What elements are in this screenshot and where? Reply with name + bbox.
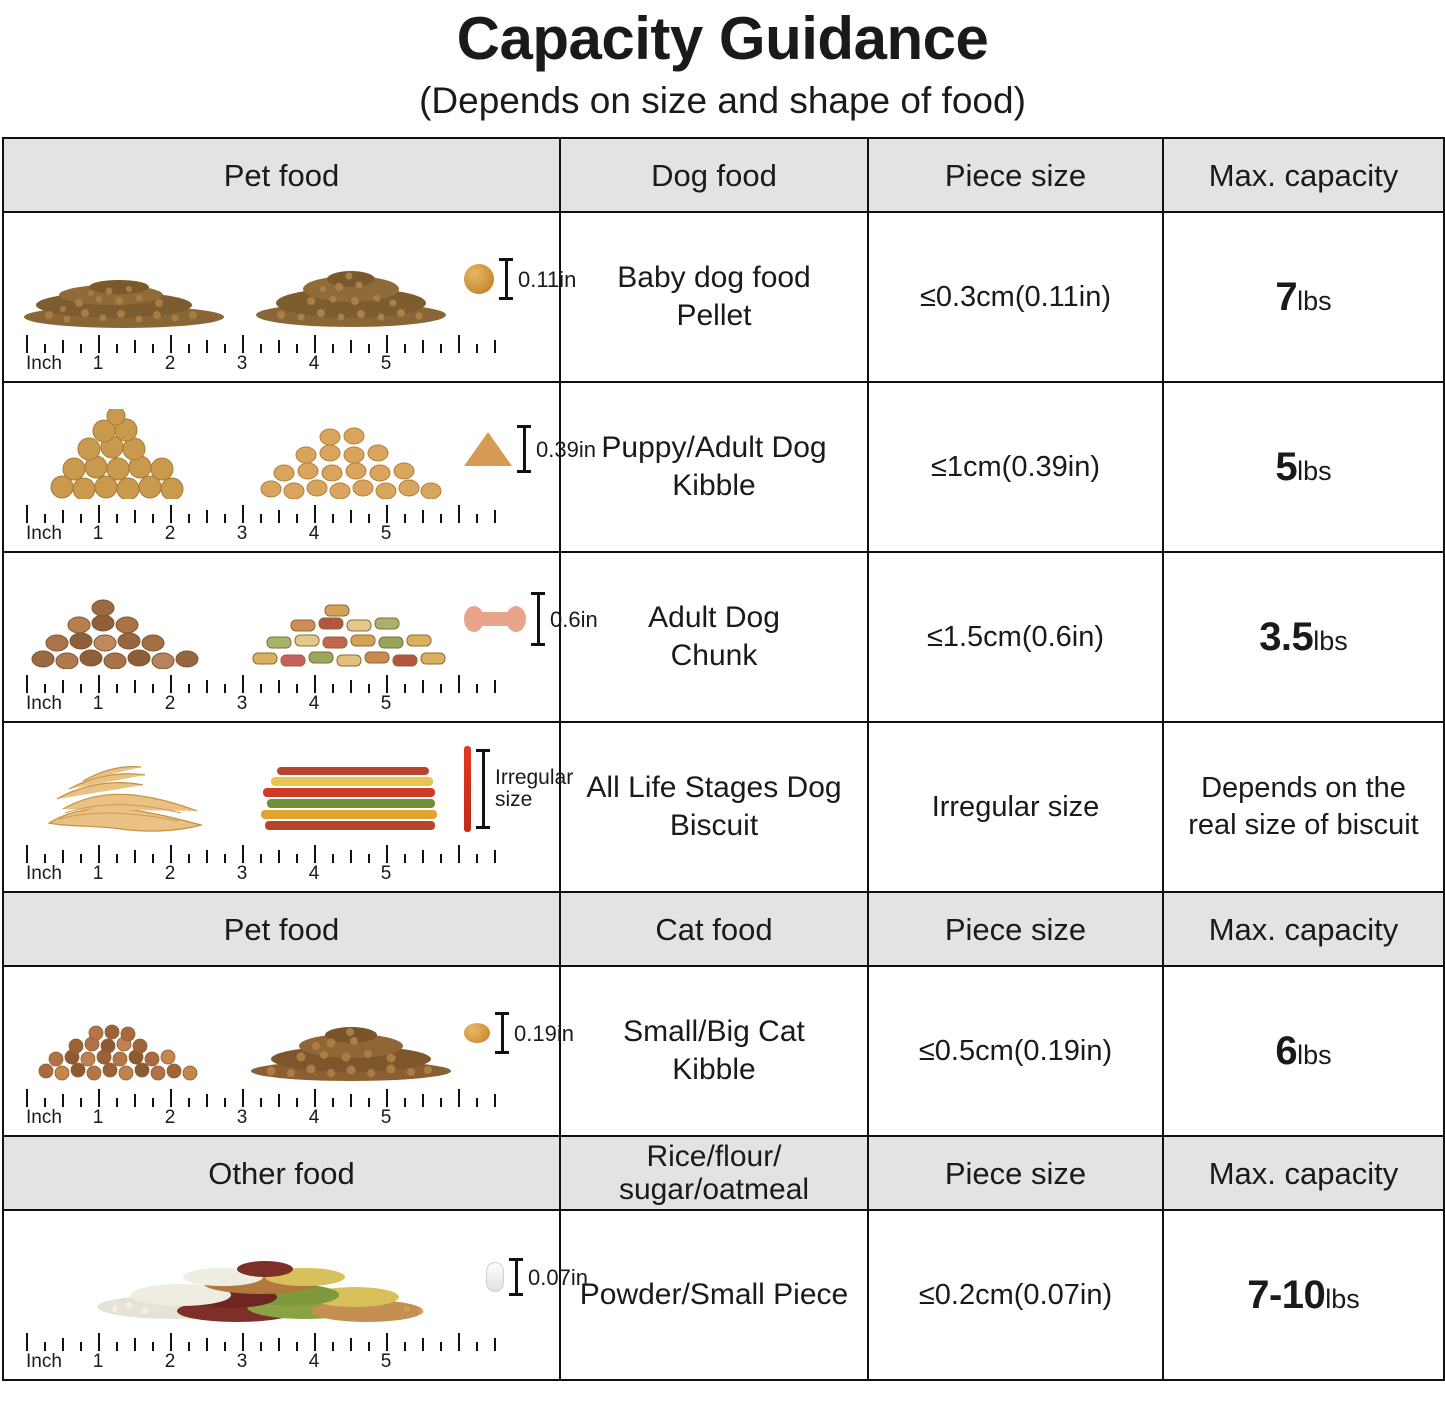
food-type-cell: [560, 966, 868, 1136]
single-piece-sample: [464, 983, 572, 1083]
ruler-unit-label: Inch: [26, 1107, 62, 1129]
single-piece-sample: [464, 739, 572, 839]
page-subtitle: (Depends on size and shape of food): [419, 80, 1026, 121]
ruler-mark: 1: [92, 863, 104, 885]
single-piece-sample: [464, 229, 577, 329]
measure-label: 0.39in: [536, 436, 596, 462]
food-type-cell: [560, 212, 868, 382]
piece-size-cell: ≤1.5cm(0.6in): [868, 552, 1163, 722]
ruler-mark: 3: [236, 1107, 248, 1129]
ruler-mark: 2: [164, 863, 176, 885]
food-sample-images: [4, 723, 574, 841]
ruler-mark: 3: [236, 1351, 248, 1373]
size-measure: [464, 229, 576, 329]
ruler-mark: 1: [92, 693, 104, 715]
max-capacity-cell: [1163, 552, 1444, 722]
ruler-mark: 5: [380, 863, 392, 885]
ruler: [26, 1085, 545, 1131]
ruler-mark: 1: [92, 523, 104, 545]
measure-label: 0.19in: [514, 1020, 574, 1046]
ruler-mark: 3: [236, 523, 248, 545]
header-pet-food: Pet food: [3, 892, 560, 966]
ruler-numbers: [26, 1107, 545, 1129]
capacity-unit: lbs: [1297, 1039, 1332, 1070]
pile-flat-small: [16, 229, 231, 329]
ruler: [26, 501, 545, 547]
measure-label: 0.6in: [550, 606, 598, 632]
capacity-table: [2, 137, 1445, 1381]
capacity-value: 6: [1275, 1028, 1298, 1073]
ruler: [26, 841, 545, 887]
pellet-icon: [464, 264, 494, 294]
header-grain-line2: sugar/oatmeal: [618, 1173, 810, 1207]
food-sample-cell: [3, 382, 596, 552]
ruler-mark: 5: [380, 523, 392, 545]
bone-biscuit-icon: [464, 604, 526, 634]
ruler: [26, 331, 545, 377]
food-sample-cell: [3, 552, 598, 722]
kibble-triangle-icon: [464, 432, 512, 466]
single-piece-sample: [486, 1227, 588, 1327]
header-grain-line1: Rice/flour/: [646, 1139, 782, 1173]
measure-label-line1: Irregular: [495, 765, 574, 789]
single-piece-sample: [464, 399, 596, 499]
capacity-value: 3.5: [1259, 614, 1314, 659]
table-row: [3, 966, 1444, 1136]
ruler-unit-label: Inch: [26, 1351, 62, 1373]
chew-stick-icon: [464, 746, 471, 832]
ruler-mark: 5: [380, 353, 392, 375]
ruler-numbers: [26, 1351, 545, 1373]
capacity-value: 5: [1275, 444, 1298, 489]
ruler-numbers: [26, 353, 545, 375]
single-piece-sample: [464, 569, 598, 669]
food-type-line2: Kibble: [672, 1053, 756, 1087]
ruler-mark: 2: [164, 1107, 176, 1129]
food-type-line2: Kibble: [672, 469, 756, 503]
ruler-mark: 2: [164, 353, 176, 375]
chew-sticks-icon: [251, 759, 451, 839]
max-capacity-cell: [1163, 382, 1444, 552]
piece-size-cell: ≤0.3cm(0.11in): [868, 212, 1163, 382]
pile-kibble-round: [16, 399, 231, 499]
table-row: [3, 1210, 1444, 1380]
ruler-mark: 5: [380, 693, 392, 715]
food-type-line2: Biscuit: [669, 809, 759, 843]
pile-chew-sticks: [243, 739, 458, 839]
caliper-icon: [509, 1258, 523, 1296]
piece-size-cell: ≤1cm(0.39in): [868, 382, 1163, 552]
ruler-ticks: [26, 501, 545, 523]
piece-size-cell: ≤0.2cm(0.07in): [868, 1210, 1163, 1380]
ruler-mark: 2: [164, 523, 176, 545]
pile-colored-biscuits: [243, 569, 458, 669]
size-measure: [464, 739, 591, 839]
food-type-line1: All Life Stages Dog: [586, 771, 842, 804]
header-other-food: Other food: [3, 1136, 560, 1210]
header-pet-food: Pet food: [3, 138, 560, 212]
ruler-ticks: [26, 671, 545, 693]
food-sample-images: [4, 967, 574, 1085]
header-piece-size: Piece size: [868, 1136, 1163, 1210]
header-max-capacity: Max. capacity: [1163, 892, 1444, 966]
capacity-note-line1: Depends on the: [1201, 771, 1406, 804]
grain-piece-icon: [486, 1262, 504, 1292]
ruler-mark: 1: [92, 1107, 104, 1129]
food-type-line2: Chunk: [670, 639, 758, 673]
page-title: Capacity Guidance: [456, 5, 989, 72]
food-sample-cell: [3, 722, 574, 892]
pile-kibble-mixed: [243, 399, 458, 499]
ruler-unit-label: Inch: [26, 863, 62, 885]
ruler-mark: 3: [236, 353, 248, 375]
ruler-numbers: [26, 523, 545, 545]
header-grain-type: [560, 1136, 868, 1210]
size-measure: [464, 983, 574, 1083]
header-cat-food: Cat food: [560, 892, 868, 966]
ruler-mark: 4: [308, 1107, 320, 1129]
section-header-dog: [3, 138, 1444, 212]
capacity-value: 7: [1275, 274, 1298, 319]
caliper-icon: [517, 425, 531, 473]
pile-cat-kibble-brown: [243, 983, 458, 1083]
ruler-mark: 2: [164, 693, 176, 715]
header-piece-size: Piece size: [868, 892, 1163, 966]
header-max-capacity: Max. capacity: [1163, 138, 1444, 212]
piece-size-cell: Irregular size: [868, 722, 1163, 892]
ruler-unit-label: Inch: [26, 693, 62, 715]
ruler: [26, 671, 545, 717]
food-type-cell: [560, 1210, 868, 1380]
ruler-mark: 1: [92, 1351, 104, 1373]
ruler-mark: 4: [308, 1351, 320, 1373]
food-type-line1: Powder/Small Piece: [579, 1278, 849, 1312]
size-measure: [486, 1227, 588, 1327]
kibble-heap-icon: [246, 419, 456, 499]
mixed-grains-icon: [55, 1241, 475, 1327]
food-type-line1: Small/Big Cat: [623, 1015, 805, 1048]
food-sample-cell: [3, 212, 577, 382]
ruler-mark: 5: [380, 1351, 392, 1373]
max-capacity-cell: [1163, 1210, 1444, 1380]
measure-label: [495, 767, 591, 812]
capacity-value: 7-10: [1247, 1272, 1326, 1317]
cat-kibble-piece-icon: [464, 1023, 490, 1043]
ruler-mark: 4: [308, 863, 320, 885]
ruler-unit-label: Inch: [26, 353, 62, 375]
food-type-line1: Adult Dog: [648, 601, 780, 634]
kibble-heap-icon: [251, 259, 451, 329]
max-capacity-cell: [1163, 722, 1444, 892]
header-piece-size: Piece size: [868, 138, 1163, 212]
measure-label: 0.07in: [528, 1264, 588, 1290]
pile-chicken-strips: [16, 739, 231, 839]
cat-kibble-icon: [24, 1009, 224, 1083]
header-dog-food: Dog food: [560, 138, 868, 212]
table-row: [3, 212, 1444, 382]
kibble-pile-icon: [34, 409, 214, 499]
kibble-pile-icon: [21, 593, 226, 669]
header-max-capacity: Max. capacity: [1163, 1136, 1444, 1210]
pile-mixed-grains: [50, 1227, 480, 1327]
chicken-strip-icon: [29, 753, 219, 839]
ruler-mark: 3: [236, 863, 248, 885]
ruler-mark: 4: [308, 693, 320, 715]
food-type-line2: Pellet: [676, 299, 752, 333]
pile-cat-kibble-colored: [16, 983, 231, 1083]
caliper-icon: [531, 592, 545, 646]
size-measure: [464, 399, 596, 499]
colored-kibble-icon: [243, 599, 458, 669]
pile-heap-small: [243, 229, 458, 329]
capacity-unit: lbs: [1297, 285, 1332, 316]
caliper-icon: [499, 258, 513, 300]
size-measure: [464, 569, 598, 669]
ruler: [26, 1329, 545, 1375]
table-row: [3, 552, 1444, 722]
food-type-cell: [560, 552, 868, 722]
ruler-ticks: [26, 1085, 545, 1107]
capacity-unit: lbs: [1325, 1283, 1360, 1314]
ruler-numbers: [26, 863, 545, 885]
ruler-mark: 2: [164, 1351, 176, 1373]
capacity-note-line2: real size of biscuit: [1188, 809, 1419, 842]
food-sample-cell: [3, 1210, 588, 1380]
pile-chunk-brown: [16, 569, 231, 669]
food-sample-images: [4, 213, 577, 331]
food-sample-images: [4, 553, 598, 671]
measure-label: 0.11in: [518, 266, 577, 292]
max-capacity-cell: [1163, 966, 1444, 1136]
measure-label-line2: size: [495, 788, 533, 812]
food-type-cell: [560, 382, 868, 552]
ruler-unit-label: Inch: [26, 523, 62, 545]
ruler-ticks: [26, 1329, 545, 1351]
caliper-icon: [476, 749, 490, 829]
food-sample-cell: [3, 966, 574, 1136]
capacity-unit: lbs: [1313, 625, 1348, 656]
table-row: [3, 382, 1444, 552]
ruler-mark: 3: [236, 693, 248, 715]
section-header-other: [3, 1136, 1444, 1210]
piece-size-cell: ≤0.5cm(0.19in): [868, 966, 1163, 1136]
table-row: [3, 722, 1444, 892]
caliper-icon: [495, 1012, 509, 1054]
food-type-cell: [560, 722, 868, 892]
ruler-mark: 1: [92, 353, 104, 375]
food-sample-images: [4, 383, 596, 501]
ruler-mark: 4: [308, 523, 320, 545]
max-capacity-cell: [1163, 212, 1444, 382]
cat-kibble-heap-icon: [246, 1011, 456, 1083]
kibble-pile-icon: [19, 265, 229, 329]
ruler-mark: 4: [308, 353, 320, 375]
ruler-ticks: [26, 331, 545, 353]
ruler-ticks: [26, 841, 545, 863]
capacity-unit: lbs: [1297, 455, 1332, 486]
food-type-line1: Puppy/Adult Dog: [601, 431, 827, 464]
ruler-numbers: [26, 693, 545, 715]
ruler-mark: 5: [380, 1107, 392, 1129]
food-type-line1: Baby dog food: [617, 261, 811, 294]
section-header-cat: [3, 892, 1444, 966]
food-sample-images: [4, 1211, 588, 1329]
